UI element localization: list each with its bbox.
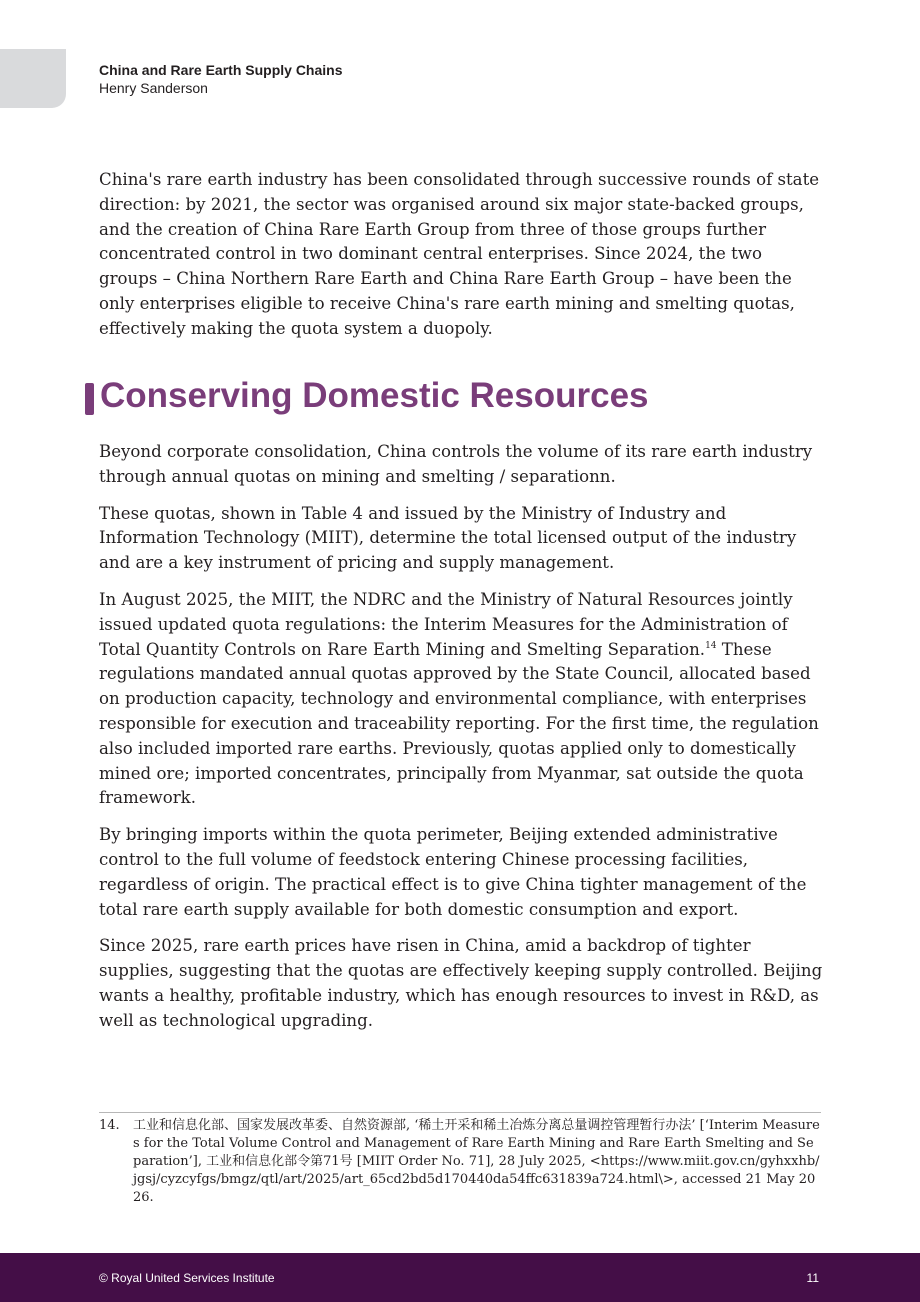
footer-copyright: © Royal United Services Institute xyxy=(99,1271,275,1285)
footnote-divider xyxy=(99,1112,821,1113)
paragraph-3-text-b: These regulations mandated annual quotas approved by the State Council, allocated based on production capacity, technology and environmental compliance, with enterprises responsible for execution and traceability reporting. For the first time, the regulation also included imported rare earths. Previously, quotas applied only to domestically mined ore; imported concentrates, principally from Myanmar, sat outside the quota framework. xyxy=(99,639,819,808)
footnote-reference-14[interactable]: 14 xyxy=(705,640,717,651)
intro-block xyxy=(99,168,823,342)
page-number: 11 xyxy=(806,1271,819,1285)
paragraph-2: These quotas, shown in Table 4 and issued by the Ministry of Industry and Information Technology (MIIT), determine the total licensed output of the industry and are a key instrument of pricing and supply management. xyxy=(99,503,797,573)
running-header xyxy=(99,61,343,97)
heading-accent-bar xyxy=(85,383,94,415)
footnote-14 xyxy=(99,1117,821,1207)
paragraph-3-text-a: In August 2025, the MIIT, the NDRC and the Ministry of Natural Resources jointly issued updated quota regulations: the Interim Measures for the Administration of Total Quantity Controls on Rare Earth Mining and Smelting Separation. xyxy=(99,589,793,659)
paragraph-4: By bringing imports within the quota perimeter, Beijing extended administrative control to the full volume of feedstock entering Chinese processing facilities, regardless of origin. The practical effect is to give China tighter management of the total rare earth supply available for both domestic consumption and export. xyxy=(99,825,807,919)
paragraph-1: Beyond corporate consolidation, China controls the volume of its rare earth industry through annual quotas on mining and smelting / separationn. xyxy=(99,442,813,486)
intro-paragraph: China's rare earth industry has been consolidated through successive rounds of state direction: by 2021, the sector was organised around six major state-backed groups, and the creation of China Rare Earth Group from three of those groups further concentrated control in two dominant central enterprises. Since 2024, the two groups – China Northern Rare Earth and China Rare Earth Group – have been the only enterprises eligible to receive China's rare earth mining and smelting quotas, effectively making the quota system a duopoly. xyxy=(99,170,820,338)
footnote-text: 工业和信息化部、国家发展改革委、自然资源部, ‘稀土开采和稀土冶炼分离总量调控管理暂行办法’ [‘Interim Measures for the Total Volume Control and Management of Rare Earth Mining and Rare Earth Smelting and Separation’], 工业和信息化部令第71号 [MIIT Order No. 71], 28 July 2025, <https://www.miit.gov.cn/gyhxxhb/jgsj/cyzcyfgs/bmgz/qtl/art/2025/art_65cd2bd5d170440da54ffc631839a724.html\>, accessed 21 May 2026. xyxy=(133,1118,820,1205)
page-footer xyxy=(0,1253,920,1302)
paragraph-3 xyxy=(99,588,823,811)
document-title: China and Rare Earth Supply Chains xyxy=(99,62,343,78)
section-heading: Conserving Domestic Resources xyxy=(100,376,649,415)
section-body xyxy=(99,440,823,1034)
footnote-number: 14. xyxy=(99,1118,120,1133)
paragraph-5: Since 2025, rare earth prices have risen in China, amid a backdrop of tighter supplies, suggesting that the quotas are effectively keeping supply controlled. Beijing wants a healthy, profitable industry, which has enough resources to invest in R&D, as well as technological upgrading. xyxy=(99,936,823,1030)
document-author: Henry Sanderson xyxy=(99,80,208,96)
corner-tab-decoration xyxy=(0,49,66,108)
